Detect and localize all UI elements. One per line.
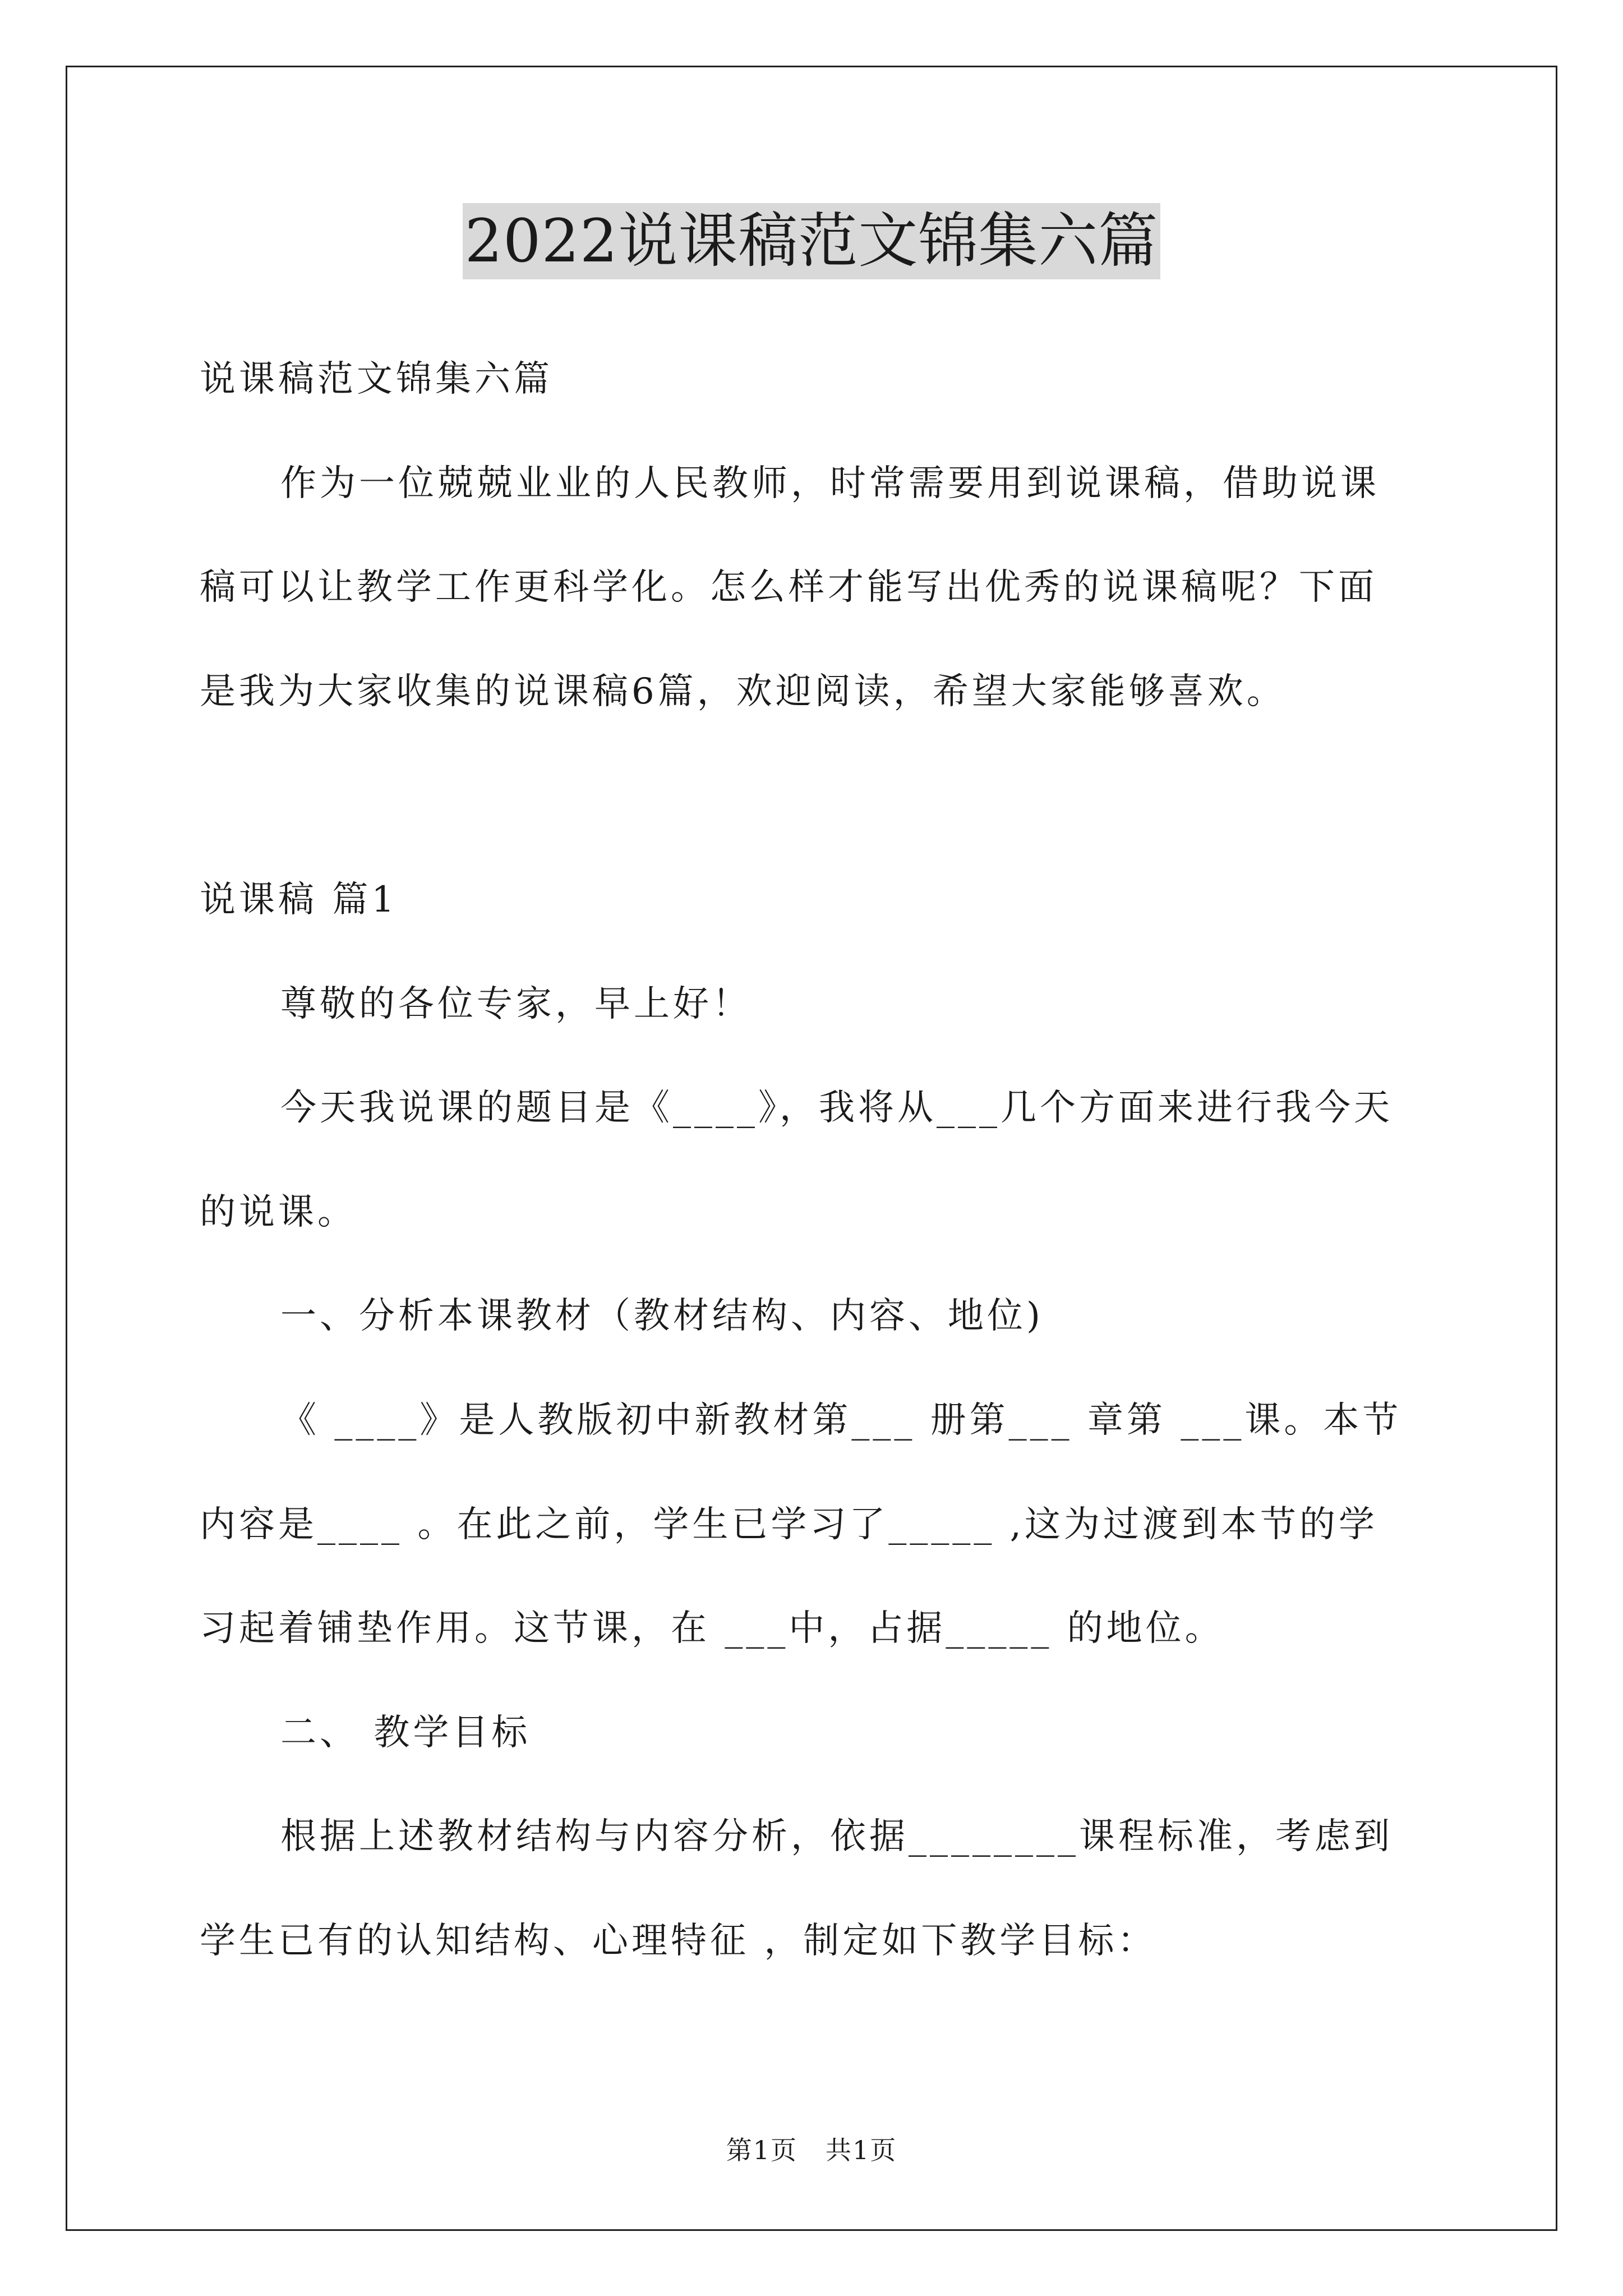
paragraph-line: 的说课。: [200, 1191, 357, 1233]
page-total: 共1页: [826, 2135, 897, 2165]
title-container: [0, 203, 1623, 279]
paragraph-line: 是我为大家收集的说课稿6篇，欢迎阅读，希望大家能够喜欢。: [200, 671, 1286, 712]
paragraph-line: 尊敬的各位专家，早上好！: [280, 983, 751, 1025]
document-title: 2022说课稿范文锦集六篇: [463, 203, 1161, 279]
paragraph-line: 今天我说课的题目是《____》，我将从___几个方面来进行我今天: [280, 1087, 1393, 1129]
paragraph-line: 作为一位兢兢业业的人民教师，时常需要用到说课稿，借助说课: [280, 463, 1380, 504]
paragraph-line: 根据上述教材结构与内容分析，依据________课程标准，考虑到: [280, 1816, 1393, 1857]
paragraph-line: 一、分析本课教材（教材结构、内容、地位): [280, 1295, 1044, 1337]
page-number: 第1页: [726, 2135, 797, 2165]
paragraph-line: 内容是____ 。在此之前，学生已学习了_____ ,这为过渡到本节的学: [200, 1504, 1378, 1545]
subtitle-line: 说课稿范文锦集六篇: [200, 358, 553, 400]
page-footer: [0, 2134, 1623, 2166]
section-heading: 说课稿 篇1: [200, 879, 398, 921]
paragraph-line: 习起着铺垫作用。这节课，在 ___中，占据_____ 的地位。: [200, 1608, 1224, 1649]
paragraph-line: 二、 教学目标: [280, 1712, 531, 1754]
paragraph-line: 学生已有的认知结构、心理特征 ，制定如下教学目标：: [200, 1920, 1157, 1962]
paragraph-line: 《 ____》是人教版初中新教材第___ 册第___ 章第 ___课。本节: [280, 1400, 1402, 1441]
paragraph-line: 稿可以让教学工作更科学化。怎么样才能写出优秀的说课稿呢？下面: [200, 567, 1377, 608]
